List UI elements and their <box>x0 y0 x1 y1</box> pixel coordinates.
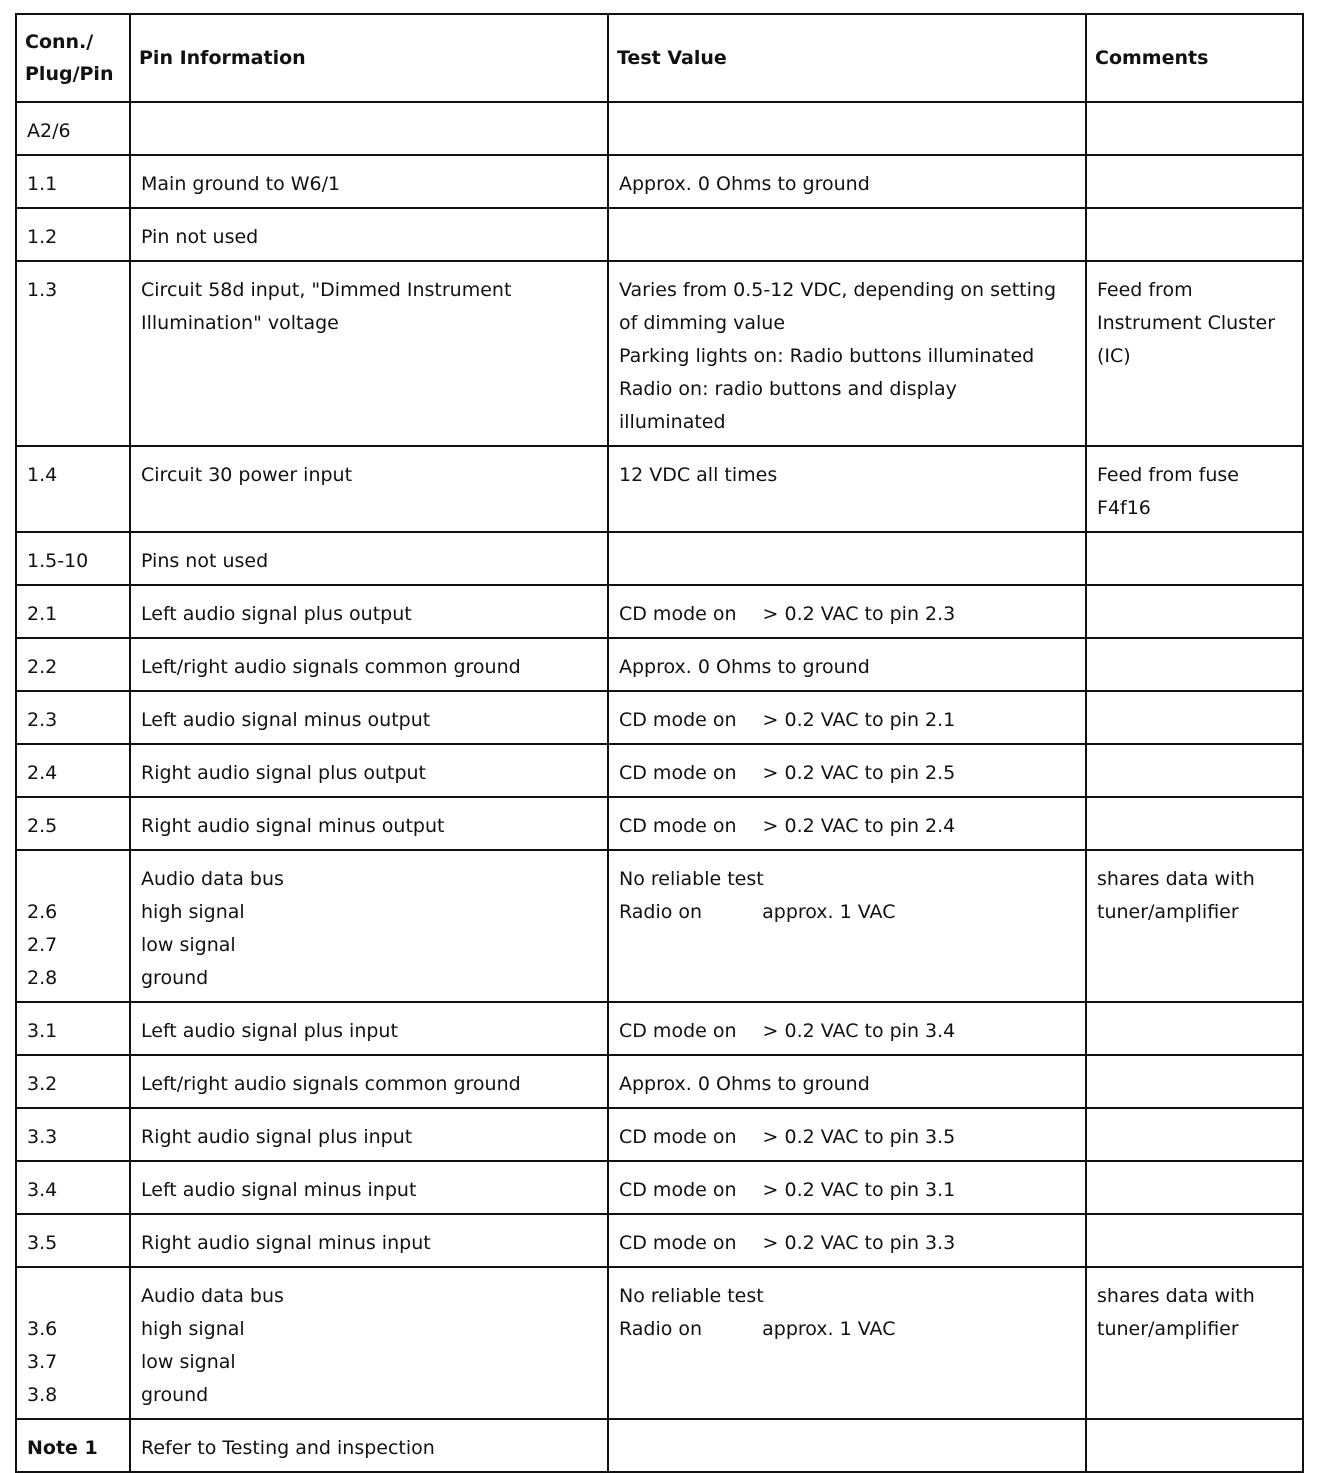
test-value: > 0.2 VAC to pin 3.3 <box>762 1232 956 1254</box>
info-cell: Refer to Testing and inspection <box>130 1419 608 1472</box>
test-line: of dimming value <box>619 312 786 334</box>
pin-line: 2.6 <box>27 901 58 923</box>
test-value: > 0.2 VAC to pin 2.5 <box>762 762 956 784</box>
comment-line: shares data with <box>1097 868 1255 890</box>
pin-cell: 3.1 <box>16 1002 130 1055</box>
table-row <box>16 532 1303 585</box>
table-row <box>16 1055 1303 1108</box>
info-cell: Main ground to W6/1 <box>130 155 608 208</box>
pin-cell: 3.5 <box>16 1214 130 1267</box>
info-line: ground <box>141 967 209 989</box>
comments-cell <box>1086 691 1303 744</box>
info-cell: Right audio signal minus input <box>130 1214 608 1267</box>
test-mode: CD mode on <box>619 1020 737 1042</box>
comment-line: tuner/amplifier <box>1097 901 1239 923</box>
header-test-value: Test Value <box>608 14 1086 102</box>
info-cell: Pins not used <box>130 532 608 585</box>
table-row <box>16 691 1303 744</box>
info-cell: Left audio signal plus output <box>130 585 608 638</box>
test-cell <box>608 1002 1086 1055</box>
test-value: > 0.2 VAC to pin 2.3 <box>762 603 956 625</box>
comments-cell <box>1086 1055 1303 1108</box>
info-cell: Left/right audio signals common ground <box>130 638 608 691</box>
comment-line: tuner/amplifier <box>1097 1318 1239 1340</box>
test-cell: 12 VDC all times <box>608 446 1086 532</box>
pin-cell: 1.2 <box>16 208 130 261</box>
table-row <box>16 1002 1303 1055</box>
comment-line: shares data with <box>1097 1285 1255 1307</box>
comments-cell <box>1086 850 1303 1002</box>
comments-cell <box>1086 1267 1303 1419</box>
comments-cell <box>1086 1161 1303 1214</box>
test-cell <box>608 102 1086 155</box>
test-line: illuminated <box>619 411 726 433</box>
test-value: approx. 1 VAC <box>762 1318 896 1340</box>
table-row <box>16 585 1303 638</box>
test-mode: CD mode on <box>619 762 737 784</box>
info-cell <box>130 102 608 155</box>
table-row <box>16 1419 1303 1472</box>
test-mode: Radio on <box>619 1318 703 1340</box>
info-line: Audio data bus <box>141 868 284 890</box>
info-cell: Left/right audio signals common ground <box>130 1055 608 1108</box>
test-cell: Approx. 0 Ohms to ground <box>608 1055 1086 1108</box>
comments-cell <box>1086 446 1303 532</box>
pin-cell: A2/6 <box>16 102 130 155</box>
info-cell: Right audio signal plus input <box>130 1108 608 1161</box>
test-cell: Approx. 0 Ohms to ground <box>608 638 1086 691</box>
test-line <box>619 1313 1077 1346</box>
comments-cell <box>1086 155 1303 208</box>
comment-line: Feed from fuse <box>1097 464 1239 486</box>
info-cell: Pin not used <box>130 208 608 261</box>
pin-cell: 1.1 <box>16 155 130 208</box>
table-row <box>16 155 1303 208</box>
table-row <box>16 1161 1303 1214</box>
header-plug-pin: Plug/Pin <box>25 63 114 85</box>
pin-line: 3.6 <box>27 1318 58 1340</box>
test-line <box>619 896 1077 929</box>
header-pin-information: Pin Information <box>130 14 608 102</box>
info-line: low signal <box>141 934 236 956</box>
info-line: Circuit 58d input, "Dimmed Instrument <box>141 279 512 301</box>
info-line: high signal <box>141 901 245 923</box>
table-row <box>16 102 1303 155</box>
info-line: ground <box>141 1384 209 1406</box>
comments-cell <box>1086 532 1303 585</box>
pin-cell: 3.4 <box>16 1161 130 1214</box>
info-line: low signal <box>141 1351 236 1373</box>
header-conn-plug-pin <box>16 14 130 102</box>
info-cell <box>130 261 608 446</box>
test-mode: CD mode on <box>619 709 737 731</box>
info-line: Audio data bus <box>141 1285 284 1307</box>
pin-cell: 2.3 <box>16 691 130 744</box>
pin-cell: 3.3 <box>16 1108 130 1161</box>
test-value: > 0.2 VAC to pin 2.4 <box>762 815 956 837</box>
test-line: Parking lights on: Radio buttons illuminated <box>619 345 1035 367</box>
test-cell <box>608 797 1086 850</box>
pin-cell <box>16 1267 130 1419</box>
comments-cell <box>1086 638 1303 691</box>
header-row <box>16 14 1303 102</box>
info-line: Illumination" voltage <box>141 312 339 334</box>
comments-cell <box>1086 208 1303 261</box>
test-cell <box>608 1108 1086 1161</box>
table-row <box>16 446 1303 532</box>
comments-cell <box>1086 261 1303 446</box>
table-row <box>16 1108 1303 1161</box>
pin-cell: Note 1 <box>16 1419 130 1472</box>
info-cell: Right audio signal plus output <box>130 744 608 797</box>
test-line: No reliable test <box>619 1285 764 1307</box>
comments-cell <box>1086 797 1303 850</box>
comment-line: (IC) <box>1097 345 1131 367</box>
comments-cell <box>1086 1002 1303 1055</box>
comments-cell <box>1086 585 1303 638</box>
table-row <box>16 638 1303 691</box>
comments-cell <box>1086 1419 1303 1472</box>
table-row <box>16 1267 1303 1419</box>
comments-cell <box>1086 1214 1303 1267</box>
pin-cell: 3.2 <box>16 1055 130 1108</box>
test-cell <box>608 532 1086 585</box>
comments-cell <box>1086 744 1303 797</box>
comment-line: Instrument Cluster <box>1097 312 1276 334</box>
info-cell <box>130 1267 608 1419</box>
pin-line: 3.7 <box>27 1351 58 1373</box>
pin-cell: 1.4 <box>16 446 130 532</box>
test-cell <box>608 208 1086 261</box>
test-mode: CD mode on <box>619 1126 737 1148</box>
info-cell: Right audio signal minus output <box>130 797 608 850</box>
test-cell <box>608 261 1086 446</box>
test-cell <box>608 850 1086 1002</box>
test-mode: CD mode on <box>619 603 737 625</box>
table-row <box>16 744 1303 797</box>
header-comments: Comments <box>1086 14 1303 102</box>
test-cell <box>608 1267 1086 1419</box>
test-cell <box>608 744 1086 797</box>
info-cell <box>130 850 608 1002</box>
test-value: > 0.2 VAC to pin 3.5 <box>762 1126 956 1148</box>
pin-cell: 2.4 <box>16 744 130 797</box>
comment-line: F4f16 <box>1097 497 1151 519</box>
test-mode: CD mode on <box>619 1179 737 1201</box>
test-value: > 0.2 VAC to pin 2.1 <box>762 709 956 731</box>
table-row <box>16 208 1303 261</box>
test-line: No reliable test <box>619 868 764 890</box>
pin-line: 2.8 <box>27 967 58 989</box>
pin-cell: 2.2 <box>16 638 130 691</box>
info-line: high signal <box>141 1318 245 1340</box>
pin-cell: 2.1 <box>16 585 130 638</box>
test-value: approx. 1 VAC <box>762 901 896 923</box>
comment-line: Feed from <box>1097 279 1193 301</box>
pin-line: 2.7 <box>27 934 58 956</box>
comments-cell <box>1086 1108 1303 1161</box>
comments-cell <box>1086 102 1303 155</box>
test-mode: CD mode on <box>619 1232 737 1254</box>
test-mode: Radio on <box>619 901 703 923</box>
test-value: > 0.2 VAC to pin 3.4 <box>762 1020 956 1042</box>
info-cell: Left audio signal plus input <box>130 1002 608 1055</box>
test-line: Radio on: radio buttons and display <box>619 378 957 400</box>
test-cell <box>608 1419 1086 1472</box>
pin-line: 3.8 <box>27 1384 58 1406</box>
pin-cell <box>16 850 130 1002</box>
info-cell: Left audio signal minus input <box>130 1161 608 1214</box>
table-row <box>16 1214 1303 1267</box>
test-mode: CD mode on <box>619 815 737 837</box>
info-cell: Circuit 30 power input <box>130 446 608 532</box>
pin-cell: 2.5 <box>16 797 130 850</box>
pin-information-table <box>15 13 1304 1473</box>
pin-cell: 1.5-10 <box>16 532 130 585</box>
test-line: Varies from 0.5-12 VDC, depending on setting <box>619 279 1056 301</box>
pin-cell: 1.3 <box>16 261 130 446</box>
header-conn: Conn./ <box>25 31 94 53</box>
table-row <box>16 261 1303 446</box>
table-row <box>16 850 1303 1002</box>
test-cell <box>608 585 1086 638</box>
test-cell: Approx. 0 Ohms to ground <box>608 155 1086 208</box>
test-cell <box>608 1161 1086 1214</box>
table-row <box>16 797 1303 850</box>
test-cell <box>608 1214 1086 1267</box>
info-cell: Left audio signal minus output <box>130 691 608 744</box>
test-cell <box>608 691 1086 744</box>
test-value: > 0.2 VAC to pin 3.1 <box>762 1179 956 1201</box>
